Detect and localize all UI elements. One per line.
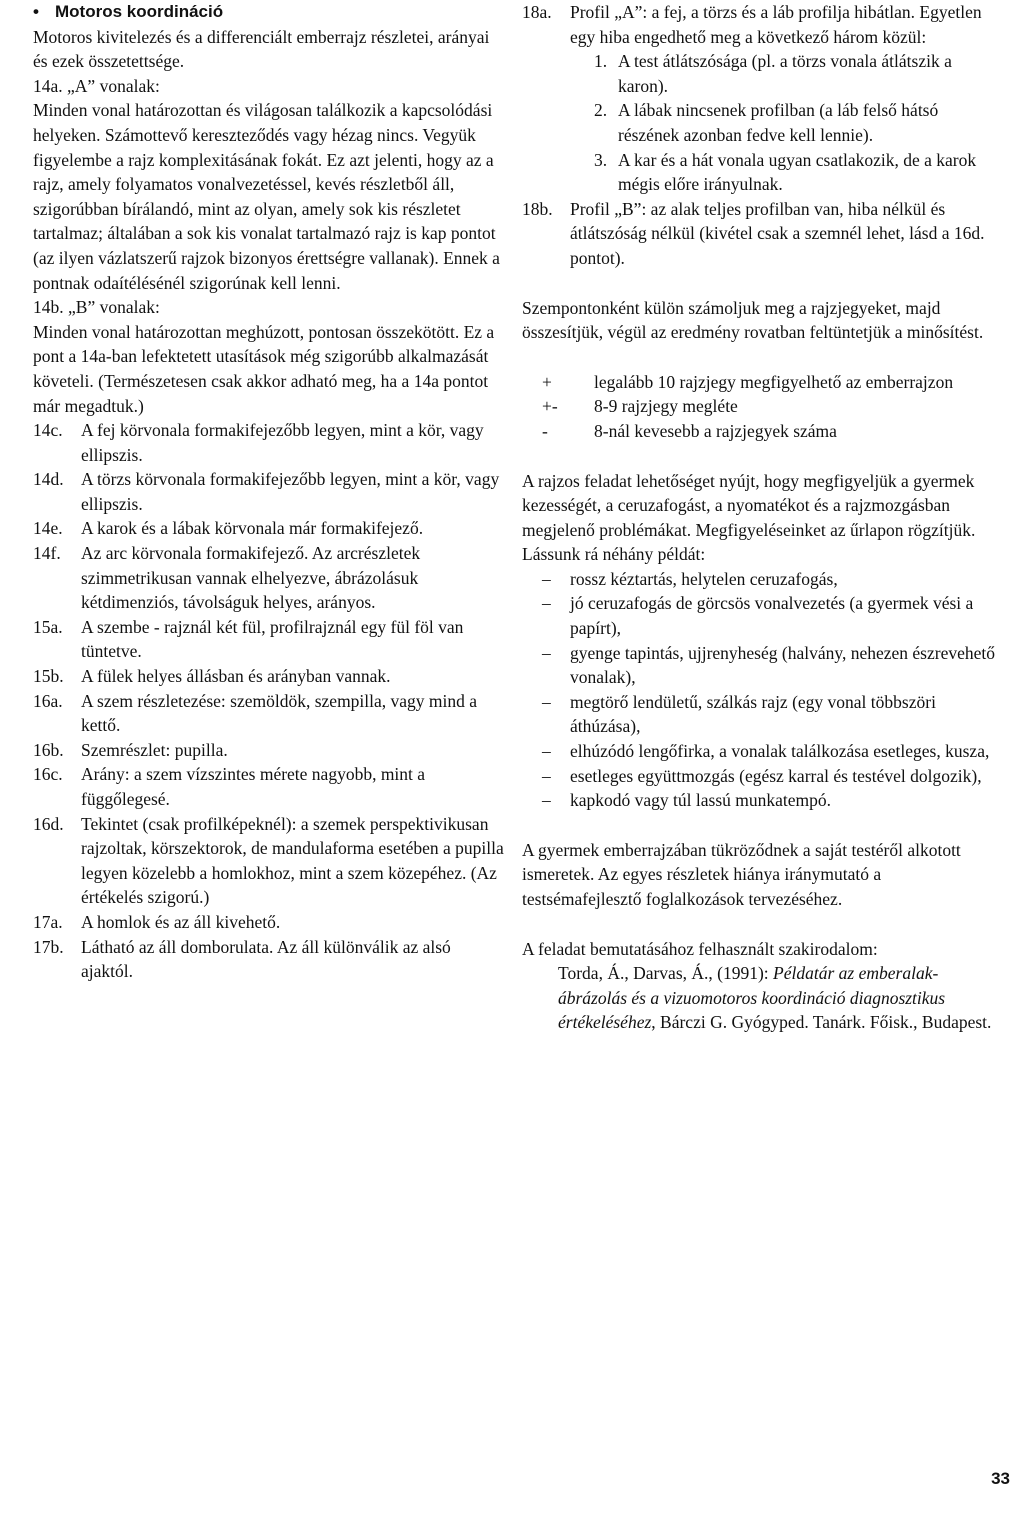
dash-icon: –: [542, 741, 551, 762]
item-text: Profil „B”: az alak teljes profilban van, hiba nélkül és átlátszóság nélkül (kivétel csak a szemnél lehet, lásd a 16d. pontot).: [570, 198, 985, 268]
rating-symbol: -: [542, 420, 548, 441]
rating-item: [542, 370, 996, 395]
item-number: 14b.: [33, 297, 64, 318]
right-column: [522, 0, 996, 1035]
dash-icon: –: [542, 593, 551, 614]
item-14a-text: Minden vonal határozottan és világosan találkozik a kapcsolódási helyeken. Számottevő kereszteződés vagy hézag nincs. Vegyük figyelembe a rajz komplexitásának fokát. Ez azt jelenti, hogy az a rajz, amely folyamatos vonalvezetéssel, kevés részletből áll, szigorúbban bírálandó, mint az olyan, amely sok kis részletet tartalmaz; általában a sok kis vonalat tartalmazó rajz is kap pontot (az ilyen vázlatszerű rajzok bizonyos érettségre vallanak). Ennek a pontnak odaítélésénél szigorúnak kell lenni.: [33, 100, 500, 293]
dash-icon: –: [542, 691, 551, 712]
item-text: A karok és a lábak körvonala már formakifejező.: [81, 518, 424, 539]
conclusion-paragraph: A gyermek emberrajzában tükröződnek a saját testéről alkotott ismeretek. Az egyes részletek hiánya iránymutató a testsémafejlesztő foglalkozások tervezéséhez.: [522, 839, 961, 909]
example-text: megtörő lendületű, szálkás rajz (egy vonal többszöri áthúzása),: [570, 691, 936, 737]
sub-text: A test átlátszósága (pl. a törzs vonala átlátszik a karon).: [618, 51, 952, 96]
item-number: 15a.: [33, 616, 63, 637]
list-item: [33, 738, 507, 763]
item-14a-number: [33, 74, 507, 99]
list-item: [33, 664, 507, 689]
item-title: „B” vonalak:: [68, 297, 160, 318]
heading-text: Motoros koordináció: [55, 2, 224, 21]
item-number: 17b.: [33, 936, 64, 957]
example-item: [542, 788, 996, 813]
item-18b: [522, 197, 996, 271]
reference-citation: [558, 961, 996, 1035]
item-number: 16c.: [33, 764, 63, 785]
reference-authors: Torda, Á., Darvas, Á., (1991):: [558, 963, 774, 984]
item-text: A szem részletezése: szemöldök, szempilla, vagy mind a kettő.: [81, 690, 478, 736]
list-item: [33, 541, 507, 615]
sub-number: 2.: [594, 100, 608, 121]
example-text: elhúzódó lengőfirka, a vonalak találkozása esetleges, kusza,: [570, 741, 990, 762]
item-text: Szemrészlet: pupilla.: [81, 739, 228, 760]
dash-icon: –: [542, 642, 551, 663]
item-number: 18a.: [522, 2, 552, 22]
sub-text: A kar és a hát vonala ugyan csatlakozik, de a karok mégis előre irányulnak.: [618, 149, 977, 195]
dash-icon: –: [542, 568, 551, 589]
list-item: [33, 812, 507, 910]
spacer: [522, 813, 996, 838]
item-text: Tekintet (csak profilképeknél): a szemek perspektivikusan rajzoltak, körszektorok, de mandulaforma esetében a pupilla legyen közelebb a homlokhoz, mint a szem közepéhez. (Az értékelés szigorú.): [81, 813, 504, 908]
item-text: Arány: a szem vízszintes mérete nagyobb, mint a függőlegesé.: [81, 764, 426, 809]
spacer: [522, 345, 996, 370]
example-text: gyenge tapintás, ujjrenyheség (halvány, nehezen észrevehető vonalak),: [570, 642, 995, 688]
sub-text: A lábak nincsenek profilban (a láb felső hátsó részének azonban fedve kell lennie).: [618, 100, 939, 145]
rating-symbol: +-: [542, 396, 558, 417]
sub-number: 3.: [594, 149, 608, 170]
rating-text: 8-9 rajzjegy megléte: [594, 396, 738, 417]
sub-item: [594, 49, 996, 98]
intro-paragraph: Motoros kivitelezés és a differenciált emberrajz részletei, arányai és ezek összetettsége.: [33, 26, 490, 72]
reference-title: Példatár az emberalak-ábrázolás és a vizuomotoros koordináció diagnosztikus értékeléséhez: [558, 963, 946, 1033]
item-number: 18b.: [522, 198, 553, 219]
example-text: rossz kéztartás, helytelen ceruzafogás,: [570, 568, 838, 589]
item-text: Látható az áll domborulata. Az áll különválik az alsó ajaktól.: [81, 936, 451, 982]
example-item: [542, 591, 996, 640]
example-text: esetleges együttmozgás (egész karral és testével dolgozik),: [570, 765, 982, 786]
item-text: A fülek helyes állásban és arányban vannak.: [81, 666, 391, 687]
list-item: [33, 467, 507, 516]
item-number: 16a.: [33, 690, 63, 711]
reference-label: A feladat bemutatásához felhasznált szakirodalom:: [522, 938, 878, 959]
item-text: Az arc körvonala formakifejező. Az arcrészletek szimmetrikusan vannak elhelyezve, ábrázolásuk kétdimenziós, távolságuk helyes, arányos.: [81, 543, 421, 613]
item-number: 14c.: [33, 420, 63, 441]
item-number: 15b.: [33, 666, 64, 687]
example-item: [542, 764, 996, 789]
example-text: jó ceruzafogás de görcsös vonalvezetés (a gyermek vési a papírt),: [570, 593, 974, 639]
left-column: [33, 0, 507, 984]
sub-number: 1.: [594, 51, 608, 72]
spacer: [522, 444, 996, 469]
item-18a: [522, 0, 996, 49]
observation-paragraph: A rajzos feladat lehetőséget nyújt, hogy megfigyeljük a gyermek kezességét, a ceruzafogást, a nyomatékot és a rajzmozgásban megjelenő problémákat. Megfigyeléseinket az űrlapon rögzítjük. Lássunk rá néhány példát:: [522, 470, 976, 565]
spacer: [522, 271, 996, 296]
list-item: [33, 689, 507, 738]
rating-item: [542, 419, 996, 444]
example-text: kapkodó vagy túl lassú munkatempó.: [570, 790, 832, 811]
item-number: 17a.: [33, 911, 63, 932]
dash-icon: –: [542, 765, 551, 786]
list-item: [33, 910, 507, 935]
bullet-icon: •: [33, 2, 39, 21]
list-item: [33, 418, 507, 467]
item-text: A szembe - rajznál két fül, profilrajznál egy fül föl van tüntetve.: [81, 616, 464, 662]
item-number: 14f.: [33, 543, 61, 564]
list-item: [33, 516, 507, 541]
list-item: [33, 762, 507, 811]
item-14b-text: Minden vonal határozottan meghúzott, pontosan összekötött. Ez a pont a 14a-ban lefektetett utasítások még szigorúbb alkalmazását követeli. (Természetesen csak akkor adható meg, ha a 14a pontot már megadtuk.): [33, 321, 495, 416]
example-item: [542, 641, 996, 690]
example-item: [542, 567, 996, 592]
sub-item: [594, 148, 996, 197]
rating-text: legalább 10 rajzjegy megfigyelhető az emberrajzon: [594, 371, 954, 392]
example-item: [542, 739, 996, 764]
spacer: [522, 912, 996, 937]
example-item: [542, 690, 996, 739]
list-item: [33, 935, 507, 984]
rating-symbol: +: [542, 371, 552, 392]
rating-item: [542, 394, 996, 419]
item-number: 14e.: [33, 518, 63, 539]
item-number: 16d.: [33, 813, 64, 834]
item-14b-number: [33, 295, 507, 320]
item-title: „A” vonalak:: [67, 75, 160, 96]
rating-text: 8-nál kevesebb a rajzjegyek száma: [594, 420, 837, 441]
page-number: 33: [991, 1469, 1010, 1488]
item-text: A törzs körvonala formakifejezőbb legyen, mint a kör, vagy ellipszis.: [81, 469, 500, 514]
item-text: Profil „A”: a fej, a törzs és a láb profilja hibátlan. Egyetlen egy hiba engedhető meg a következő három közül:: [570, 2, 982, 47]
item-number: 14d.: [33, 469, 64, 490]
list-item: [33, 615, 507, 664]
dash-icon: –: [542, 790, 551, 811]
item-text: A fej körvonala formakifejezőbb legyen, mint a kör, vagy ellipszis.: [81, 420, 484, 465]
reference-publisher: , Bárczi G. Gyógyped. Tanárk. Főisk., Budapest.: [651, 1012, 992, 1033]
item-text: A homlok és az áll kivehető.: [81, 911, 281, 932]
section-heading: [33, 0, 507, 25]
item-number: 16b.: [33, 739, 64, 760]
summary-paragraph: Szempontonként külön számoljuk meg a rajzjegyeket, majd összesítjük, végül az eredmény rovatban feltüntetjük a minősítést.: [522, 297, 984, 343]
sub-item: [594, 98, 996, 147]
item-number: 14a.: [33, 75, 63, 96]
